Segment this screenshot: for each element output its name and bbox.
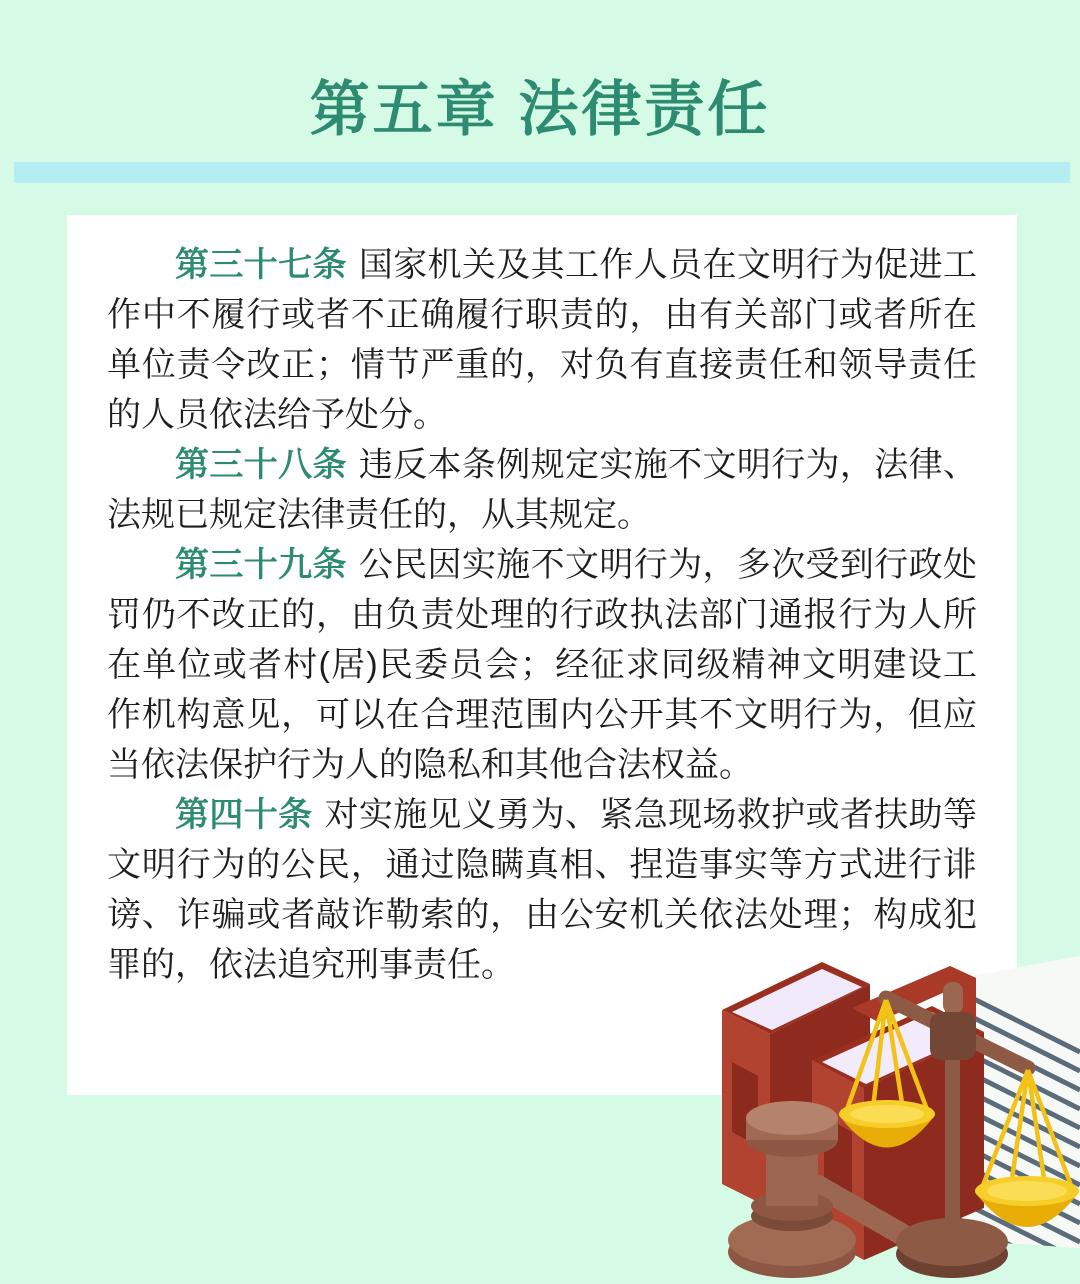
article-39-text: 公民因实施不文明行为，多次受到行政处罚仍不改正的，由负责处理的行政执法部门通报行为人所在单位或者村(居)民委员会；经征求同级精神文明建设工作机构意见，可以在合理范围内公开其不文明行为，但应当依法保护行为人的隐私和其他合法权益。 bbox=[107, 546, 978, 784]
article-38-number: 第三十八条 bbox=[175, 446, 347, 484]
article-39 bbox=[107, 540, 977, 790]
article-37-text: 国家机关及其工作人员在文明行为促进工作中不履行或者不正确履行职责的，由有关部门或者所在单位责令改正；情节严重的，对负有直接责任和领导责任的人员依法给予处分。 bbox=[107, 246, 978, 434]
article-38 bbox=[107, 440, 977, 540]
article-38-text: 违反本条例规定实施不文明行为，法律、法规已规定法律责任的，从其规定。 bbox=[107, 446, 978, 534]
article-37 bbox=[107, 240, 977, 440]
divider-bar bbox=[14, 162, 1070, 183]
article-40-text: 对实施见义勇为、紧急现场救护或者扶助等文明行为的公民，通过隐瞒真相、捏造事实等方式进行诽谤、诈骗或者敲诈勒索的，由公安机关依法处理；构成犯罪的，依法追究刑事责任。 bbox=[107, 796, 978, 984]
law-illustration-icon bbox=[700, 950, 1080, 1284]
article-39-number: 第三十九条 bbox=[175, 546, 347, 584]
article-37-number: 第三十七条 bbox=[175, 246, 347, 284]
article-40-number: 第四十条 bbox=[175, 796, 313, 834]
page-title: 第五章 法律责任 bbox=[309, 76, 771, 143]
